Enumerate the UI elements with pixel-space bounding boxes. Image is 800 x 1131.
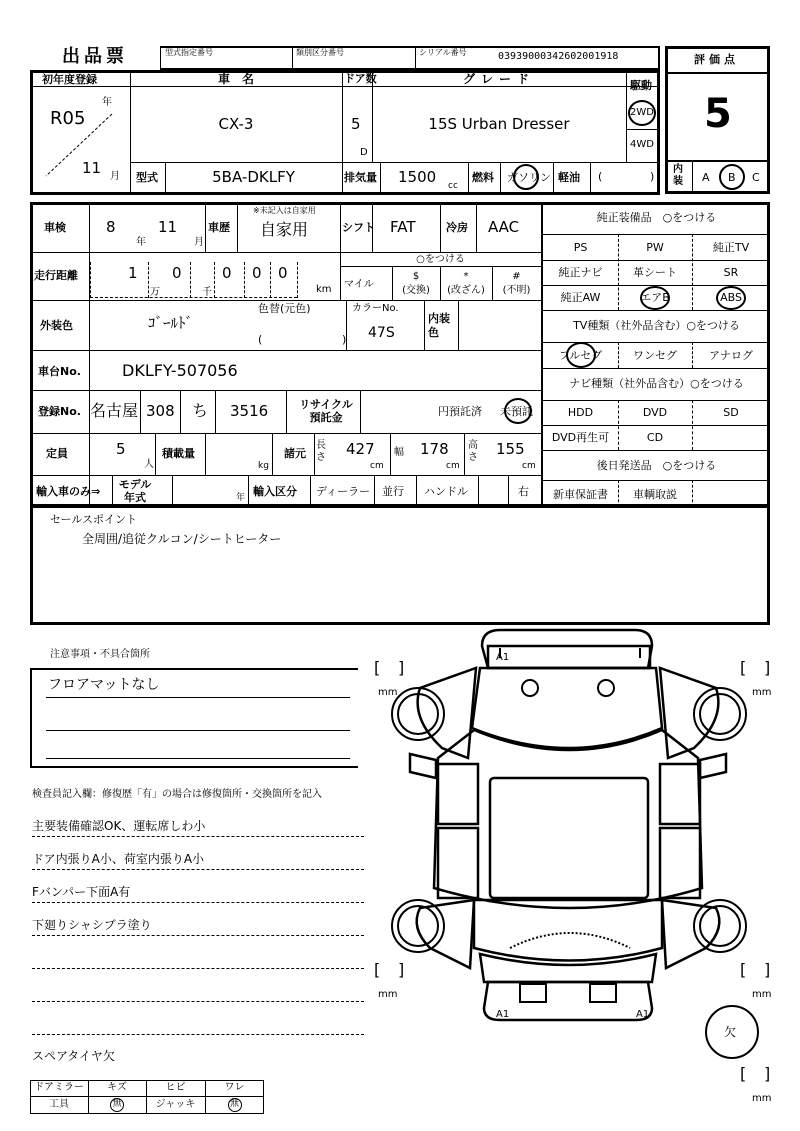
- registration-label: 登録No.: [38, 405, 81, 418]
- dims-label: 諸元: [284, 447, 306, 460]
- interior-b: B: [728, 171, 736, 184]
- equip-aw: 純正AW: [560, 291, 601, 304]
- load-label: 積載量: [162, 447, 195, 460]
- later-warranty: 新車保証書: [553, 488, 608, 501]
- model-value: 5BA-DKLFY: [212, 168, 295, 186]
- repaint-label: 色替(元色): [258, 302, 311, 315]
- navi-cd: CD: [646, 431, 664, 444]
- drive-2wd: 2WD: [630, 107, 654, 118]
- fl-bracket-open: [: [374, 658, 381, 677]
- drive-4wd: 4WD: [630, 139, 654, 150]
- bt-jack: ジャッキ: [155, 1099, 196, 1110]
- a1-rear-left: A1: [496, 1009, 510, 1020]
- repaint-paren-close: ): [342, 333, 347, 346]
- first-reg-slash: [40, 110, 120, 180]
- exterior-label: 外装色: [40, 319, 73, 332]
- interior-c: C: [752, 171, 760, 184]
- tv-fullseg: フルセグ: [558, 349, 603, 362]
- bt-break: ワレ: [224, 1082, 245, 1093]
- serial-value: 03939000342602001918: [498, 51, 619, 62]
- history-note: ※未記入は自家用: [253, 206, 316, 215]
- grade-value: 15S Urban Dresser: [428, 115, 570, 133]
- fr-bracket-close: ]: [764, 658, 771, 677]
- inspector-line-3: Fバンパー下面A有: [32, 885, 131, 899]
- width-label: 幅: [394, 447, 404, 458]
- airbag-circle: [640, 286, 670, 310]
- navi-hdd: HDD: [567, 406, 594, 419]
- navi-sd: SD: [723, 406, 739, 419]
- doors-label: ドア数: [344, 72, 377, 85]
- navi-dvd: DVD: [642, 406, 668, 419]
- ac-label: 冷房: [446, 221, 468, 234]
- bt-jack-value: 無: [229, 1099, 239, 1109]
- history-label: 車歴: [208, 221, 230, 234]
- reg-area: 名古屋: [90, 401, 139, 420]
- mileage-unit: km: [316, 284, 332, 295]
- fuel-label: 燃料: [472, 171, 494, 184]
- month-suffix: 月: [110, 171, 120, 182]
- reg-number: 3516: [230, 402, 269, 420]
- unpaid-circle: [504, 398, 532, 424]
- bt-scratch: キズ: [107, 1082, 127, 1093]
- tv-header: TV種類（社外品含む）○をつける: [573, 319, 740, 332]
- import-right: 右: [518, 485, 529, 498]
- a1-rear-right: A1: [636, 1009, 650, 1020]
- mileage-opt1: $: [412, 271, 420, 282]
- reg-kana: ち: [192, 401, 209, 420]
- car-name-label: 車 名: [217, 72, 254, 86]
- serial-label: シリアル番号: [419, 48, 467, 57]
- first-reg-year: R05: [50, 108, 86, 129]
- inspector-line-2: ドア内張りA小、荷室内張りA小: [32, 852, 205, 866]
- rr-mm: mm: [752, 989, 772, 1000]
- drive-label: 駆動: [630, 79, 652, 92]
- fullseg-circle: [566, 342, 596, 368]
- fr-bracket-open: [: [740, 658, 747, 677]
- interior-label: 内装: [673, 164, 683, 187]
- equip-sr: SR: [723, 266, 739, 279]
- mileage-digit-4: 0: [252, 264, 262, 282]
- import-parallel: 並行: [382, 485, 404, 498]
- import-label: 輸入車のみ⇒: [36, 485, 101, 498]
- capacity-label: 定員: [46, 447, 68, 460]
- load-unit: kg: [258, 461, 269, 471]
- mileage-label: 走行距離: [34, 269, 78, 282]
- shift-label: シフト: [342, 221, 375, 234]
- interior-color-label: 内装色: [428, 312, 450, 339]
- a1-front: A1: [496, 652, 510, 663]
- spare-mark: 欠: [724, 1025, 737, 1039]
- reg-class-no: 308: [146, 402, 175, 420]
- diesel-label: 軽油: [558, 171, 580, 184]
- rl-bracket-close: ]: [398, 960, 405, 979]
- spare-bracket-close: ]: [764, 1064, 771, 1083]
- equip-tv: 純正TV: [712, 241, 750, 254]
- unpaid-label: 未預託: [500, 405, 533, 418]
- bt-tools-value: 無: [112, 1099, 122, 1109]
- doors-value: 5: [351, 115, 361, 133]
- height-value: 155: [496, 440, 525, 458]
- mileage-opt3-sub: (不明): [502, 285, 531, 296]
- fr-mm: mm: [752, 687, 772, 698]
- bt-crack: ヒビ: [165, 1082, 186, 1093]
- navi-dvd-play: DVD再生可: [551, 431, 610, 444]
- inspection-year: 8: [106, 218, 116, 236]
- color-no-label: カラーNo.: [352, 303, 399, 314]
- inspector-label: 検査員記入欄：修復歴「有」の場合は修復箇所・交換箇所を記入: [32, 789, 322, 800]
- paren-open: (: [598, 170, 603, 183]
- mileage-digit-2: 0: [172, 264, 182, 282]
- length-unit: cm: [370, 461, 384, 471]
- model-code-label: 型式指定番号: [165, 48, 213, 57]
- mileage-man: 万: [150, 287, 160, 298]
- fl-mm: mm: [378, 687, 398, 698]
- equip-abs: ABS: [720, 291, 742, 304]
- first-reg-label: 初年度登録: [42, 73, 97, 86]
- spare-mm: mm: [752, 1093, 772, 1104]
- ac-value: AAC: [488, 218, 520, 236]
- sales-box: [30, 505, 770, 625]
- mileage-opt2: *: [463, 271, 469, 282]
- recycle-label: リサイクル預託金: [299, 398, 353, 424]
- length-label: 長さ: [316, 440, 326, 463]
- fl-bracket-close: ]: [398, 658, 405, 677]
- fuel-value: ガソリン: [507, 171, 551, 184]
- equip-airbag: エアB: [640, 291, 670, 304]
- inspection-label: 車検: [44, 221, 66, 234]
- navi-header: ナビ種類（社外品含む）○をつける: [569, 377, 744, 390]
- history-value: 自家用: [260, 220, 309, 239]
- rl-mm: mm: [378, 989, 398, 1000]
- first-reg-month: 11: [82, 159, 102, 177]
- fuel-circle: [513, 164, 539, 190]
- width-unit: cm: [446, 461, 460, 471]
- repaint-paren-open: (: [258, 333, 263, 346]
- height-unit: cm: [522, 461, 536, 471]
- tv-analog: アナログ: [709, 349, 753, 362]
- yen-label: 円預託済: [438, 405, 482, 418]
- inspection-year-suffix: 年: [136, 237, 146, 248]
- circle-note: ○をつける: [416, 254, 465, 265]
- drive-2wd-circle: [628, 100, 656, 126]
- chassis-label: 車台No.: [38, 365, 81, 378]
- inspection-month-suffix: 月: [194, 237, 204, 248]
- model-year-label: モデル年式: [118, 478, 152, 504]
- inspection-month: 11: [158, 218, 178, 236]
- displacement-unit: cc: [448, 181, 458, 191]
- spare-bracket-open: [: [740, 1064, 747, 1083]
- import-dealer: ディーラー: [316, 485, 371, 498]
- equip-navi: 純正ナビ: [558, 266, 603, 279]
- tools-circle: [110, 1098, 124, 1112]
- mileage-digit-3: 0: [222, 264, 232, 282]
- equip-leather: 革シート: [633, 266, 677, 279]
- rr-bracket-close: ]: [764, 960, 771, 979]
- later-manual: 車輌取説: [633, 488, 677, 501]
- grade-label: グレード: [462, 72, 535, 86]
- year-suffix: 年: [102, 97, 112, 108]
- color-no-value: 47S: [368, 325, 395, 341]
- mileage-sen: 千: [202, 287, 212, 298]
- notes-label: 注意事項・不具合箇所: [50, 649, 150, 660]
- inspector-line-1: 主要装備確認OK、運転席しわ小: [32, 819, 206, 833]
- car-name: CX-3: [218, 115, 254, 133]
- interior-a: A: [702, 171, 710, 184]
- width-value: 178: [420, 440, 449, 458]
- mileage-opt3: #: [512, 271, 521, 282]
- rating-label: 評価点: [694, 53, 739, 66]
- import-handle: ハンドル: [424, 485, 468, 498]
- doors-type: D: [360, 147, 368, 158]
- equip-ps: PS: [573, 241, 588, 254]
- jack-circle: [228, 1098, 242, 1112]
- displacement-value: 1500: [398, 168, 437, 186]
- chassis-value: DKLFY-507056: [122, 361, 238, 380]
- bt-tools: 工具: [49, 1099, 69, 1110]
- length-value: 427: [346, 440, 375, 458]
- notes-line1: フロアマットなし: [48, 677, 160, 693]
- interior-b-circle: [719, 164, 745, 190]
- mileage-digit-1: 1: [128, 264, 138, 282]
- page-title: 出品票: [62, 46, 128, 67]
- capacity-value: 5: [116, 440, 126, 458]
- height-label: 高さ: [468, 440, 478, 463]
- tv-oneseg: ワンセグ: [633, 349, 677, 362]
- capacity-unit: 人: [144, 459, 154, 470]
- bt-door-mirror: ドアミラー: [34, 1082, 84, 1093]
- abs-circle: [716, 286, 746, 310]
- rating-value: 5: [704, 91, 732, 137]
- category-label: 類別区分番号: [296, 48, 344, 57]
- import-category-label: 輸入区分: [253, 485, 297, 498]
- model-label: 型式: [136, 171, 158, 184]
- exterior-value: ｺﾞｰﾙﾄﾞ: [148, 314, 194, 332]
- equip-pw: PW: [646, 241, 664, 254]
- paren-close: ): [650, 170, 655, 183]
- displacement-label: 排気量: [344, 171, 377, 184]
- equipment-header: 純正装備品 ○をつける: [596, 211, 717, 224]
- sales-text: 全周囲/追従クルコン/シートヒーター: [82, 532, 282, 546]
- rr-bracket-open: [: [740, 960, 747, 979]
- model-year-suffix: 年: [236, 493, 246, 503]
- mileage-digit-5: 0: [278, 264, 288, 282]
- mileage-opt2-sub: (改ざん): [447, 285, 485, 296]
- spare-tire-note: スペアタイヤ欠: [32, 1049, 115, 1063]
- rl-bracket-open: [: [374, 960, 381, 979]
- mileage-opt1-sub: (交換): [402, 285, 430, 296]
- shift-value: FAT: [390, 218, 416, 236]
- inspector-line-4: 下廻りシャシブラ塗り: [32, 918, 152, 932]
- mile-label: マイル: [344, 279, 374, 290]
- sales-label: セールスポイント: [50, 513, 138, 526]
- later-header: 後日発送品 ○をつける: [596, 459, 717, 472]
